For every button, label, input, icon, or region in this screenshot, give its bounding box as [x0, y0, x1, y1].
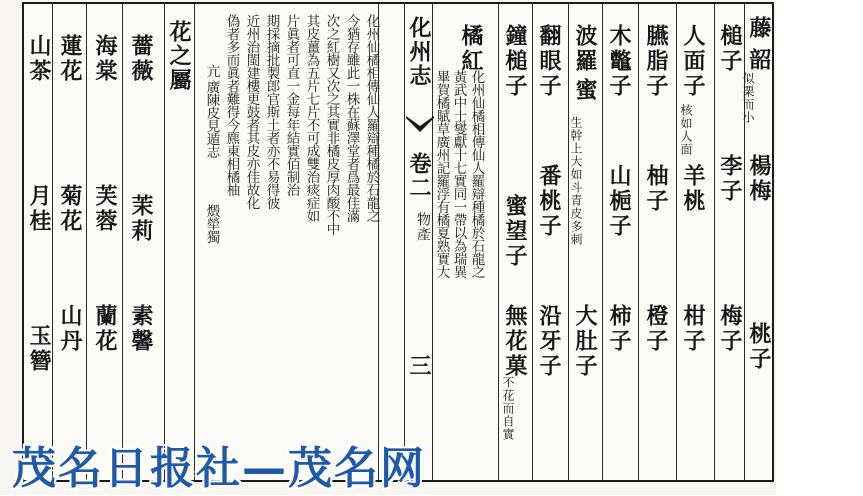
entry-juhong: 橘紅: [458, 24, 484, 74]
flower-name: 月桂: [26, 184, 52, 234]
entry-miwangzi: 蜜望子: [502, 194, 528, 269]
flower-name: 茉莉: [128, 194, 154, 244]
entry-fanyanzi: 翻眼子: [536, 24, 562, 99]
entry-juhong-note-2: 黃武中士燮獻十七實同一帶以為瑞異: [450, 70, 467, 278]
entry-shao: 韶: [746, 48, 772, 73]
entry-boluomi-note: 生幹上大如斗青皮多刺: [569, 116, 583, 246]
entry-boluo: 波羅: [572, 24, 598, 74]
entry-shizi: 柿子: [606, 304, 632, 354]
entry-juhong-note: 化州仙橘相傳仙人羅辯種橘於石龍之: [468, 70, 485, 278]
text-column: 其皮薑為五片七片不可成雙治痰症如: [303, 14, 320, 222]
flower-name: 蓮花: [57, 34, 83, 84]
flower-name: 山茶: [26, 34, 52, 84]
text-column: 次之紅樹又次之其實非橘皮厚肉酸不中: [323, 14, 340, 235]
entry-zhongchuizi: 鐘槌子: [502, 24, 528, 99]
flower-name: 海棠: [92, 34, 118, 84]
entry-yanzhizi: 臙脂子: [643, 24, 669, 99]
column-rule: [404, 4, 405, 480]
entry-wuhuaguo-note: 不花而自實: [501, 376, 515, 441]
entry-renmianzi: 人面子: [680, 24, 706, 99]
note-col: 亢: [203, 64, 220, 77]
section-label: 物產: [415, 212, 431, 242]
text-column: 期採摘批製郎官斯土者亦不易得彼: [263, 14, 280, 209]
entry-ganzi: 柑子: [680, 304, 706, 354]
column-rule: [602, 4, 603, 480]
entry-yangtao: 羊桃: [680, 164, 706, 214]
text-column: 片眞者可直一金每年結實佰制治: [283, 14, 300, 196]
entry-shanzhizi: 山梔子: [606, 164, 632, 239]
column-rule: [638, 4, 639, 480]
watermark-text: 茂名日报社—茂名网: [12, 443, 426, 494]
entry-daduzi: 大肚子: [572, 304, 598, 379]
flower-name: 菊花: [57, 184, 83, 234]
entry-renmianzi-note: 核如人面: [679, 104, 693, 156]
entry-chuizi-note: 似栗而小: [741, 72, 755, 124]
fishtail-mark: [406, 116, 434, 134]
note-col: 廣陳皮見遁志: [203, 80, 220, 158]
margin-strip: [776, 0, 863, 495]
note-col: 燬犖獨: [203, 204, 220, 243]
book-title: 化州志: [406, 16, 432, 88]
flower-name: 山丹: [57, 304, 83, 354]
column-rule: [122, 4, 123, 480]
text-column: 偽者多而眞者難得今麃東相橘柚: [223, 14, 240, 196]
entry-youzi: 柚子: [643, 164, 669, 214]
text-column: 近州治閩建樓更鼓者其皮亦佳故化: [243, 14, 260, 209]
entry-meizi: 梅子: [717, 304, 743, 354]
flower-name: 素馨: [128, 304, 154, 354]
entry-wuhuaguo: 無花菓: [502, 304, 528, 379]
page-number: 三: [406, 354, 432, 378]
flower-name: 玉簪: [26, 324, 52, 374]
entry-teng: 藤: [746, 16, 772, 41]
entry-juhong-note-3: 畢賀橘賦草廣州記羅浮有橘夏熟實大: [433, 70, 450, 278]
entry-mi: 蜜: [572, 78, 598, 103]
text-column: 今猶存雖此一株在蘇澤堂者爲最佳滿: [343, 14, 360, 222]
page-frame: [22, 2, 774, 482]
column-rule: [52, 4, 53, 480]
entry-chuizi: 槌子: [717, 24, 743, 74]
column-rule: [164, 4, 165, 480]
entry-yangmei: 楊梅: [746, 154, 772, 204]
section-header: 花之屬: [166, 20, 192, 92]
entry-fantaozi: 番桃子: [536, 164, 562, 239]
entry-taozi: 桃子: [746, 322, 772, 372]
column-rule: [714, 4, 715, 480]
entry-mubiezi: 木鼈子: [606, 24, 632, 99]
flower-name: 薔薇: [128, 34, 154, 84]
flower-name: 芙蓉: [92, 184, 118, 234]
column-rule: [86, 4, 87, 480]
flower-name: 蘭花: [92, 304, 118, 354]
entry-yanyazi: 沿牙子: [536, 304, 562, 379]
entry-chengzi: 橙子: [643, 304, 669, 354]
column-rule: [532, 4, 533, 480]
text-column: 化州仙橘相傳仙人羅辯種橘於石龍之: [363, 14, 380, 222]
column-rule: [194, 4, 195, 480]
column-rule: [432, 4, 433, 480]
volume-label: 卷二: [406, 152, 432, 200]
entry-lizi: 李子: [717, 154, 743, 204]
column-rule: [676, 4, 677, 480]
